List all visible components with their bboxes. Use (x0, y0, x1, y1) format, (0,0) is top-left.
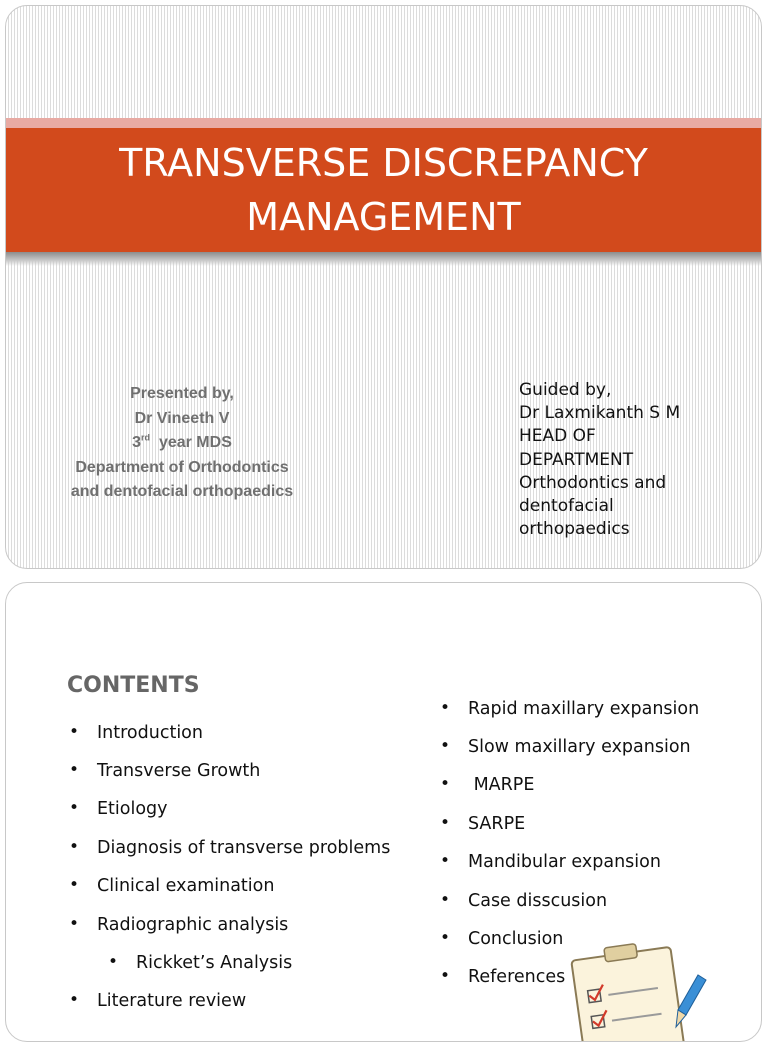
list-item-label: Slow maxillary expansion (468, 737, 691, 757)
slide-title-line2: MANAGEMENT (246, 195, 521, 239)
list-item-label: Rapid maxillary expansion (468, 699, 700, 719)
contents-heading: CONTENTS (67, 673, 200, 698)
bullet: • (440, 774, 451, 794)
list-item-label: References (468, 967, 566, 987)
guide-line: Guided by, (519, 380, 612, 400)
list-item (69, 875, 275, 896)
list-subitem (108, 952, 293, 973)
bullet: • (69, 760, 80, 780)
list-item-label: Radiographic analysis (97, 915, 289, 935)
bullet: • (69, 798, 80, 818)
list-item-label: Transverse Growth (97, 761, 261, 781)
list-item-label: Case disscusion (468, 891, 608, 911)
list-item-label: Introduction (97, 723, 203, 743)
list-item (69, 990, 247, 1011)
list-item (440, 966, 566, 987)
title-bar (6, 128, 761, 252)
slide-title (54, 136, 714, 244)
guide-title: HEAD OF (519, 426, 596, 447)
guide-name: Dr Laxmikanth S M (519, 403, 681, 424)
presenter-dept: Department of Orthodontics (75, 458, 289, 476)
list-item (69, 798, 168, 819)
list-item (440, 813, 526, 834)
bullet: • (69, 914, 80, 934)
presenter-year (26, 431, 338, 456)
presenter-year-num: 3 (132, 434, 142, 451)
list-item (440, 928, 564, 949)
presenter-name: Dr Vineeth V (134, 409, 230, 427)
bullet: • (440, 813, 451, 833)
checklist-clipboard-icon (560, 935, 710, 1042)
guide-dept-cont2: orthopaedics (519, 519, 630, 540)
bullet: • (440, 736, 451, 756)
slide-title-line1: TRANSVERSE DISCREPANCY (119, 141, 648, 185)
presenter-dept-cont: and dentofacial orthopaedics (70, 483, 294, 500)
list-item-label: Conclusion (468, 929, 564, 949)
list-item-label: Etiology (97, 799, 168, 819)
list-item-label: MARPE (468, 775, 535, 795)
guide-title-cont: DEPARTMENT (519, 449, 634, 470)
contents-slide (5, 582, 762, 1042)
title-bar-shadow (6, 252, 761, 266)
bullet: • (69, 722, 80, 742)
guide-block (519, 379, 749, 541)
title-slide (5, 5, 762, 569)
list-item-label: Rickket’s Analysis (136, 953, 293, 973)
bullet: • (440, 928, 451, 948)
guide-dept: Orthodontics and (519, 472, 667, 493)
list-item (69, 722, 203, 743)
presenter-year-rest: year MDS (150, 434, 232, 451)
bullet: • (440, 966, 451, 986)
presenter-line: Presented by, (130, 385, 234, 402)
title-bar-accent (6, 118, 761, 128)
list-item (440, 736, 691, 757)
list-item (440, 851, 661, 872)
guide-dept-cont: dentofacial (519, 496, 614, 517)
list-item-label: Clinical examination (97, 876, 275, 896)
bullet: • (440, 851, 451, 871)
list-item (440, 774, 535, 795)
bullet: • (69, 875, 80, 895)
list-item (69, 914, 289, 935)
list-item (69, 760, 261, 781)
list-item (69, 837, 391, 858)
list-item-label: Mandibular expansion (468, 852, 661, 872)
list-item (440, 698, 700, 719)
list-item (440, 890, 608, 911)
presenter-year-sup: rd (141, 432, 151, 443)
bullet: • (69, 990, 80, 1010)
list-item-label: Diagnosis of transverse problems (97, 838, 391, 858)
list-item-label: Literature review (97, 991, 247, 1011)
bullet: • (440, 698, 451, 718)
presenter-block (26, 382, 338, 505)
bullet: • (440, 890, 451, 910)
bullet: • (108, 952, 119, 972)
list-item-label: SARPE (468, 814, 526, 834)
bullet: • (69, 837, 80, 857)
